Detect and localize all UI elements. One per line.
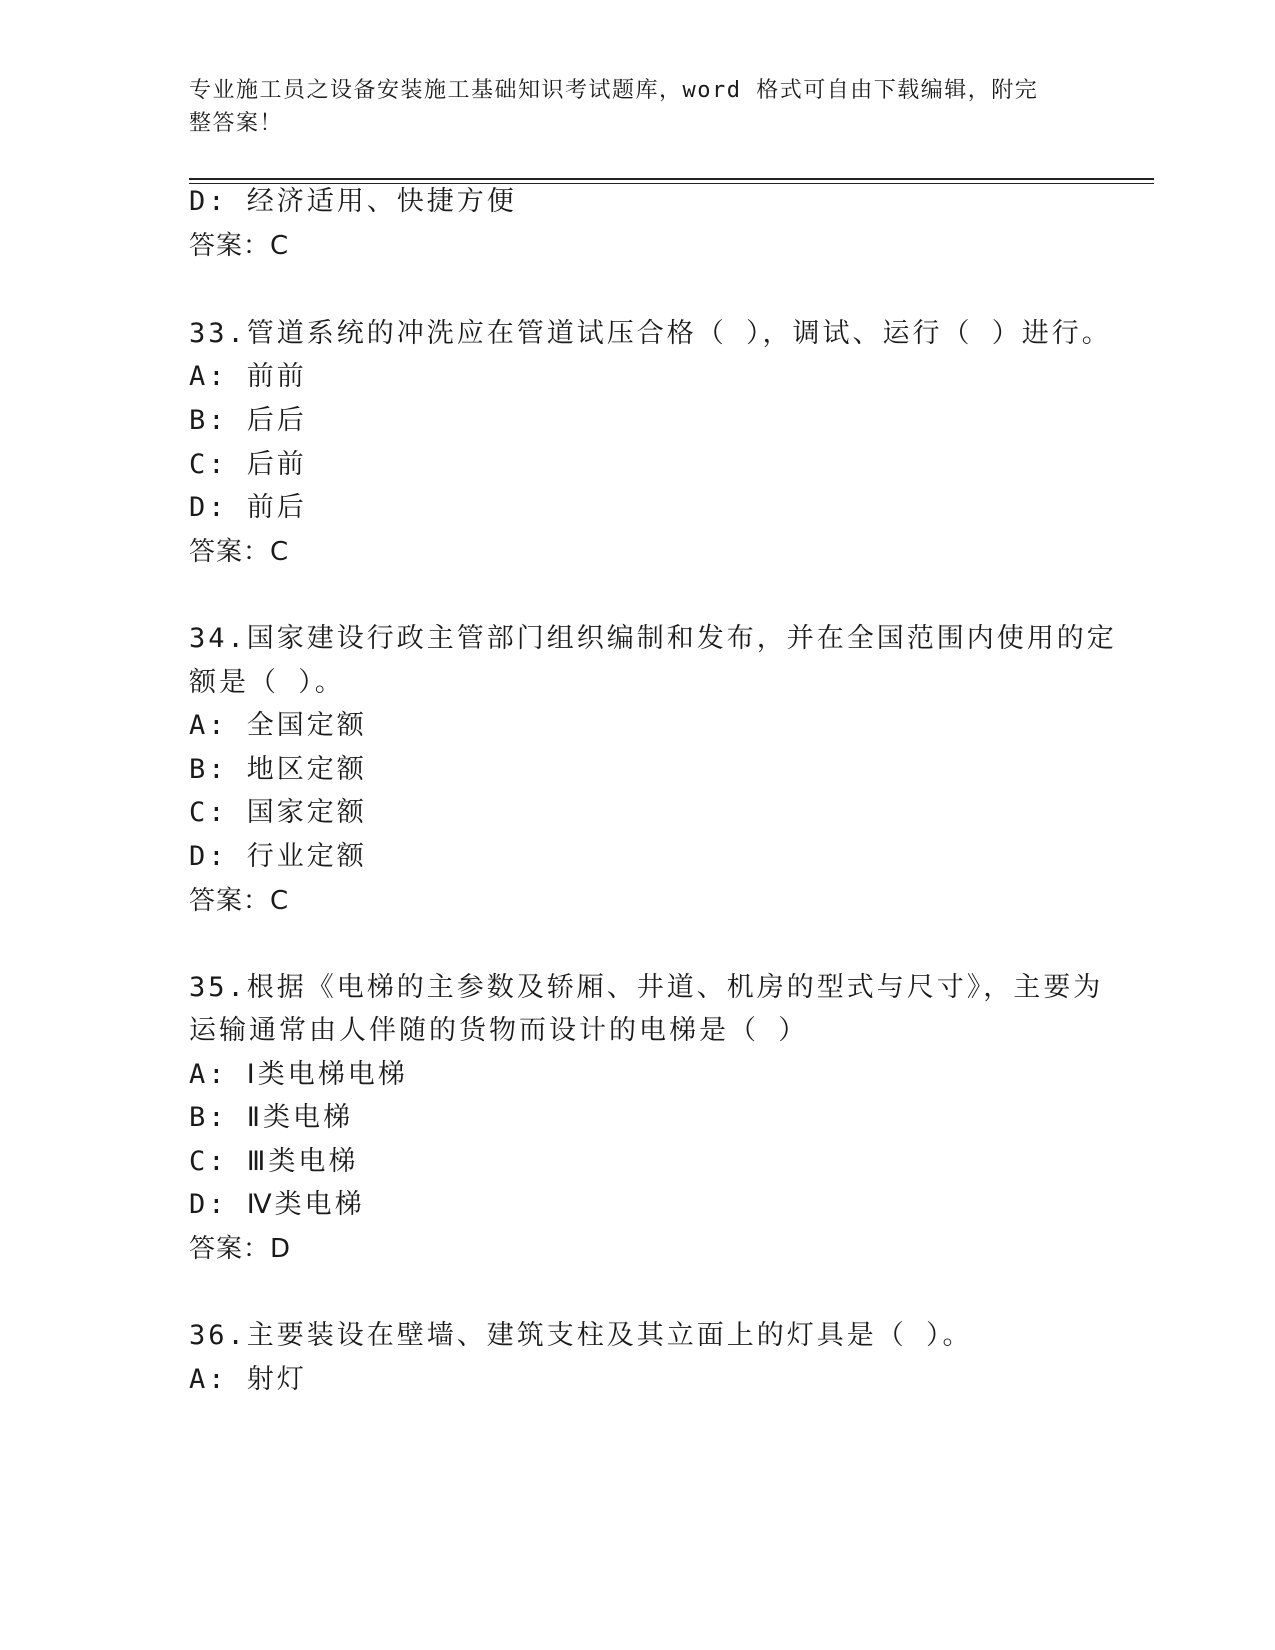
q33-option-c: C: 后前 [189,449,307,480]
q34-answer: 答案：C [189,886,290,916]
q36-stem: 36.主要装设在壁墙、建筑支柱及其立面上的灯具是（ ）。 [189,1320,973,1351]
q35-option-a: A: Ⅰ类电梯电梯 [189,1059,408,1090]
q35-option-d: D: Ⅳ类电梯 [189,1189,365,1220]
header-divider-thin [189,183,1154,184]
q35-option-b: B: Ⅱ类电梯 [189,1102,354,1133]
q35-answer: 答案：D [189,1234,292,1264]
q35-option-c: C: Ⅲ类电梯 [189,1146,359,1177]
document-header [189,74,1069,140]
q34-option-c: C: 国家定额 [189,797,367,828]
header-line-2: 整答案！ [189,111,284,136]
q33-answer: 答案：C [189,537,290,567]
q34-stem-line-2: 额是（ ）。 [189,667,345,698]
header-divider-thick [189,178,1154,180]
q34-option-a: A: 全国定额 [189,710,367,741]
q35-stem-line-2: 运输通常由人伴随的货物而设计的电梯是（ ） [189,1015,809,1046]
prev-option-d: D: 经济适用、快捷方便 [189,186,517,217]
q33-stem: 33.管道系统的冲洗应在管道试压合格（ ），调试、运行（ ）进行。 [189,318,1112,349]
q34-option-b: B: 地区定额 [189,754,367,785]
q33-option-d: D: 前后 [189,492,307,523]
prev-answer: 答案：C [189,231,290,261]
q33-option-a: A: 前前 [189,361,307,392]
q34-option-d: D: 行业定额 [189,841,367,872]
header-line-1: 专业施工员之设备安装施工基础知识考试题库，word 格式可自由下载编辑，附完 [189,78,1039,103]
q34-stem-line-1: 34.国家建设行政主管部门组织编制和发布，并在全国范围内使用的定 [189,623,1117,654]
q36-option-a: A: 射灯 [189,1364,307,1395]
q33-option-b: B: 后后 [189,405,307,436]
q35-stem-line-1: 35.根据《电梯的主参数及轿厢、井道、机房的型式与尺寸》，主要为 [189,972,1104,1003]
